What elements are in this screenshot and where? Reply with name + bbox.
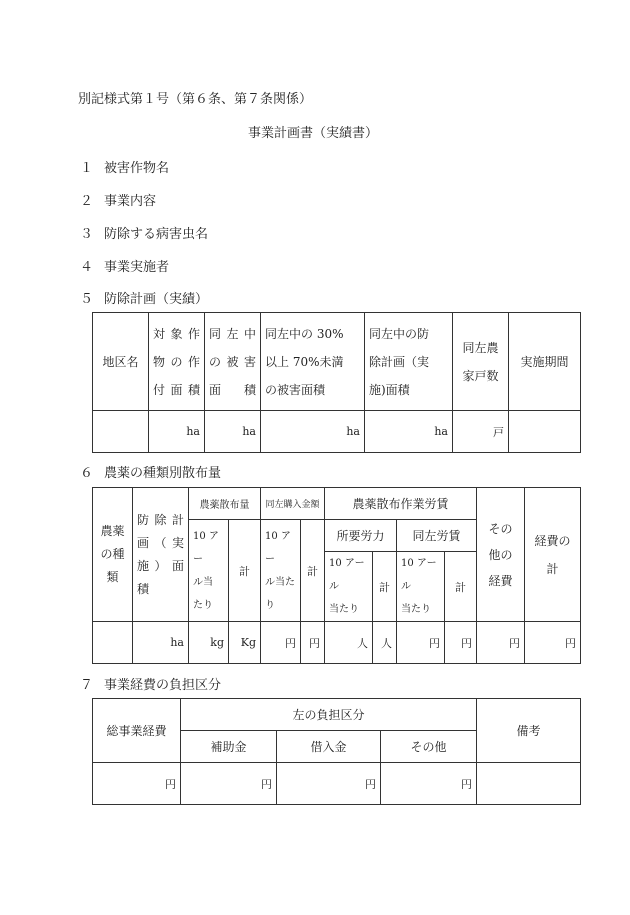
header-breakdown: 左の負担区分 — [181, 699, 477, 731]
header-wage-per-10a: 10 アール 当たり — [397, 552, 445, 622]
header-district: 地区名 — [93, 313, 149, 411]
item-3-label: 防除する病害虫名 — [104, 227, 209, 242]
header-spray-amount: 農薬散布量 — [189, 488, 261, 520]
unit-spray-per-10a: kg — [189, 622, 229, 664]
unit-damage-30-70: ha — [261, 411, 365, 453]
header-labor-required: 所要労力 — [325, 520, 397, 552]
header-labor-per-10a: 10 アール 当たり — [325, 552, 373, 622]
header-control-area: 同左中の防 除計画（実 施)面積 — [365, 313, 453, 411]
item-6-num: ６ — [80, 466, 94, 481]
item-6-label: 農薬の種類別散布量 — [104, 466, 222, 481]
unit-total-costs: 円 — [525, 622, 581, 664]
header-total-cost: 総事業経費 — [93, 699, 181, 763]
header-control-plan-area: 防除計 画（実 施）面 積 — [133, 488, 189, 622]
unit-other-costs: 円 — [477, 622, 525, 664]
item-4-num: ４ — [80, 260, 94, 275]
page-title: 事業計画書（実績書） — [248, 126, 379, 141]
header-purchase-per-10a: 10 アー ル当た り — [261, 520, 301, 622]
header-subsidy: 補助金 — [181, 731, 277, 763]
item-1-label: 被害作物名 — [104, 161, 170, 176]
header-spray-per-10a: 10 アー ル当 たり — [189, 520, 229, 622]
form-number: 別記様式第１号（第６条、第７条関係） — [78, 92, 313, 107]
header-spray-total: 計 — [229, 520, 261, 622]
unit-wage-per-10a: 円 — [397, 622, 445, 664]
cell-period-value — [509, 411, 581, 453]
header-target-area: 対象作 物の作 付面積 — [149, 313, 205, 411]
unit-loan: 円 — [277, 763, 381, 805]
unit-spray-total: Kg — [229, 622, 261, 664]
unit-labor-per-10a: 人 — [325, 622, 373, 664]
cell-district-value — [93, 411, 149, 453]
unit-control-plan-area: ha — [133, 622, 189, 664]
unit-damage-area: ha — [205, 411, 261, 453]
item-5-num: ５ — [80, 292, 94, 307]
header-other-costs: その 他の 経費 — [477, 488, 525, 622]
header-purchase-amount: 同左購入金額 — [261, 488, 325, 520]
unit-purchase-per-10a: 円 — [261, 622, 301, 664]
unit-control-area: ha — [365, 411, 453, 453]
header-damage-30-70: 同左中の 30% 以上 70%未満 の被害面積 — [261, 313, 365, 411]
header-labor: 農薬散布作業労賃 — [325, 488, 477, 520]
header-loan: 借入金 — [277, 731, 381, 763]
header-labor-wage: 同左労賃 — [397, 520, 477, 552]
header-farm-count: 同左農 家戸数 — [453, 313, 509, 411]
cost-share-table — [92, 698, 581, 805]
header-purchase-total: 計 — [301, 520, 325, 622]
header-total-costs: 経費の 計 — [525, 488, 581, 622]
header-damage-area: 同左中 の被害 面積 — [205, 313, 261, 411]
header-pesticide-type: 農薬 の種 類 — [93, 488, 133, 622]
item-5-label: 防除計画（実績） — [104, 292, 209, 307]
header-period: 実施期間 — [509, 313, 581, 411]
unit-purchase-total: 円 — [301, 622, 325, 664]
unit-labor-total: 人 — [373, 622, 397, 664]
unit-subsidy: 円 — [181, 763, 277, 805]
item-7-label: 事業経費の負担区分 — [104, 678, 222, 693]
header-wage-total: 計 — [445, 552, 477, 622]
item-2-num: ２ — [80, 194, 94, 209]
header-remarks: 備考 — [477, 699, 581, 763]
pesticide-table — [92, 487, 581, 664]
item-3-num: ３ — [80, 227, 94, 242]
unit-farm-count: 戸 — [453, 411, 509, 453]
unit-target-area: ha — [149, 411, 205, 453]
cell-remarks-value — [477, 763, 581, 805]
unit-wage-total: 円 — [445, 622, 477, 664]
header-labor-total: 計 — [373, 552, 397, 622]
item-4-label: 事業実施者 — [104, 260, 170, 275]
unit-total-cost: 円 — [93, 763, 181, 805]
item-2-label: 事業内容 — [104, 194, 157, 209]
unit-other: 円 — [381, 763, 477, 805]
control-plan-table — [92, 312, 581, 453]
item-1-num: １ — [80, 161, 94, 176]
item-7-num: ７ — [80, 678, 94, 693]
cell-pesticide-value — [93, 622, 133, 664]
header-other: その他 — [381, 731, 477, 763]
